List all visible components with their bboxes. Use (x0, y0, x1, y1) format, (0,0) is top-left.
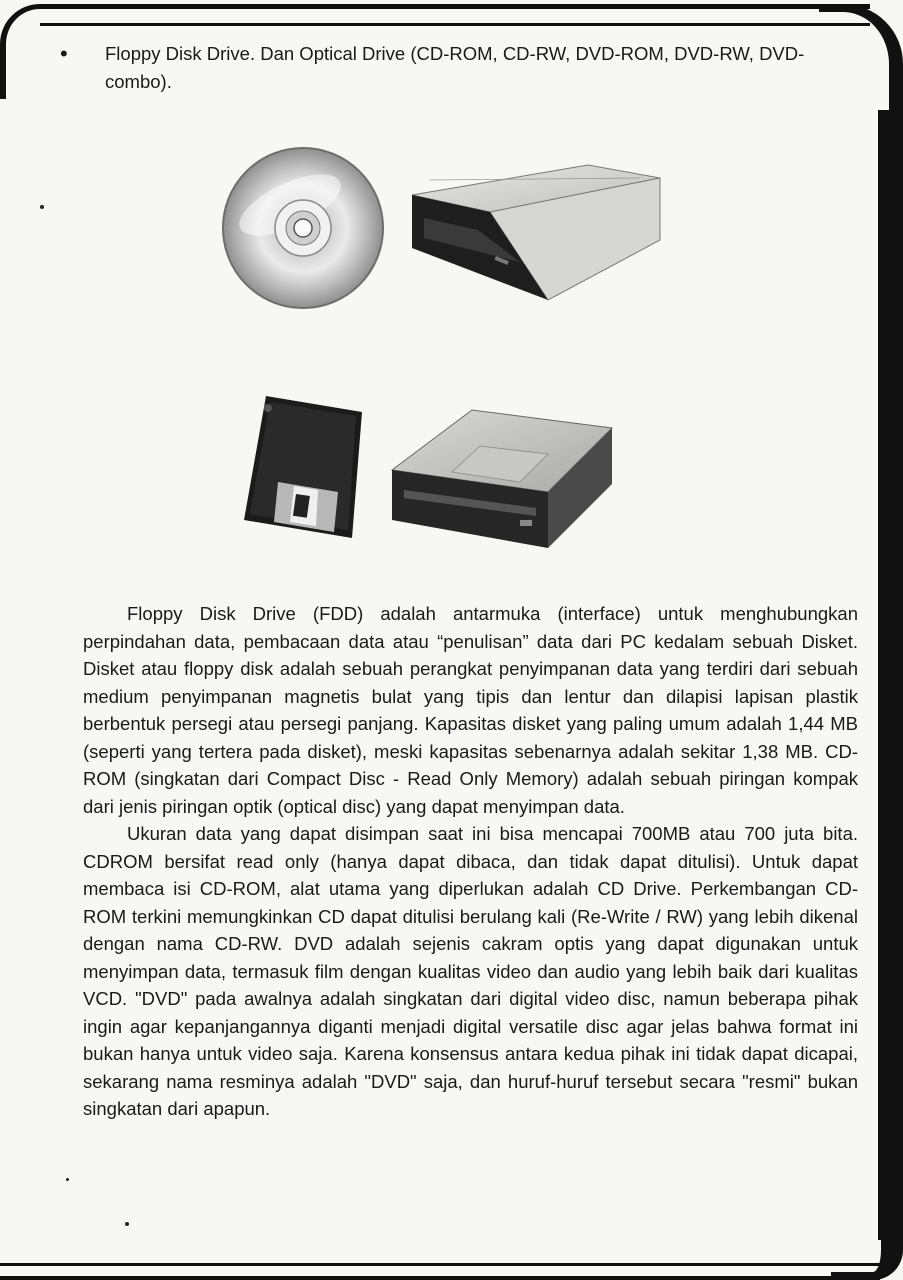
cd-disc-image (223, 148, 383, 308)
hardware-figures (0, 0, 903, 580)
page-frame-bottom (0, 1263, 880, 1280)
scan-speck (125, 1222, 129, 1226)
floppy-drive-image (392, 410, 612, 548)
scan-speck (66, 1178, 69, 1181)
paragraph-fdd: Floppy Disk Drive (FDD) adalah antarmuka (interface) untuk menghubungkan perpindahan data, pembacaan data atau “penulisan” data dari PC kedalam sebuah Disket. Disket atau floppy disk adalah sebuah perangkat penyimpanan data yang terdiri dari sebuah medium penyimpanan magnetis bulat yang tipis dan lentur dan dilapisi lapisan plastik berbentuk persegi atau persegi panjang. Kapasitas disket yang paling umum adalah 1,44 MB (seperti yang tertera pada disket), meski kapasitas sebenarnya adalah sekitar 1,38 MB. CD-ROM (singkatan dari Compact Disc - Read Only Memory) adalah sebuah piringan kompak dari jenis piringan optik (optical disc) yang dapat menyimpan data. (83, 603, 858, 817)
body-text (83, 600, 858, 1123)
cdrom-drive-image (412, 165, 660, 300)
paragraph-storage: Ukuran data yang dapat disimpan saat ini bisa mencapai 700MB atau 700 juta bita. CDROM bersifat read only (hanya dapat dibaca, dan tidak dapat ditulisi). Untuk dapat membaca isi CD-ROM, alat utama yang diperlukan adalah CD Drive. Perkembangan CD-ROM terkini memungkinkan CD dapat ditulisi berulang kali (Re-Write / RW) yang lebih dikenal dengan nama CD-RW. DVD adalah sejenis cakram optis yang dapat digunakan untuk menyimpan data, termasuk film dengan kualitas video dan audio yang lebih baik dari kualitas VCD. "DVD" pada awalnya adalah singkatan dari digital video disc, namun beberapa pihak ingin agar kepanjangannya diganti menjadi digital versatile disc agar jelas bahwa format ini bukan hanya untuk video saja. Karena konsensus antara kedua pihak ini tidak dapat dicapai, sekarang nama resminya adalah "DVD" saja, dan huruf-huruf tersebut secara "resmi" bukan singkatan dari apapun. (83, 823, 858, 1119)
bullet-text: Floppy Disk Drive. Dan Optical Drive (CD-ROM, CD-RW, DVD-ROM, DVD-RW, DVD-combo). (105, 43, 805, 92)
floppy-disk-image (244, 396, 362, 538)
page-frame-corner-bottom-right (831, 1212, 903, 1280)
bullet-icon: • (60, 41, 68, 66)
scan-speck (40, 205, 44, 209)
